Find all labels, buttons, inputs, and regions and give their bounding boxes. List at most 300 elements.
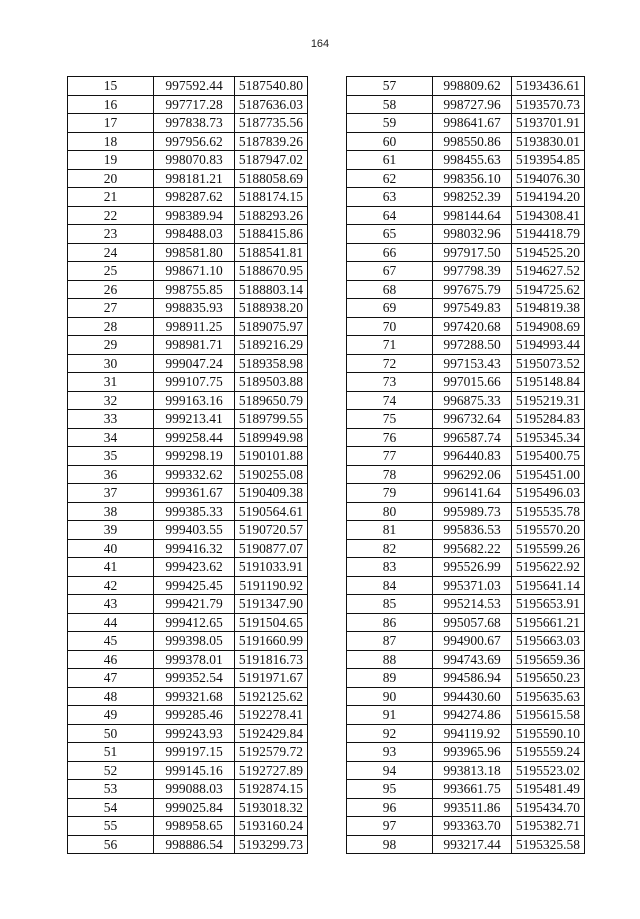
x-coordinate-cell: 999047.24: [154, 354, 235, 373]
table-row: [68, 77, 308, 96]
y-coordinate-cell: 5192727.89: [235, 761, 308, 780]
point-number-cell: 46: [68, 650, 154, 669]
table-row: [68, 817, 308, 836]
y-coordinate-cell: 5191971.67: [235, 669, 308, 688]
point-number-cell: 89: [347, 669, 433, 688]
x-coordinate-cell: 999213.41: [154, 410, 235, 429]
y-coordinate-cell: 5190255.08: [235, 465, 308, 484]
point-number-cell: 86: [347, 613, 433, 632]
y-coordinate-cell: 5189650.79: [235, 391, 308, 410]
x-coordinate-cell: 999421.79: [154, 595, 235, 614]
x-coordinate-cell: 999398.05: [154, 632, 235, 651]
point-number-cell: 25: [68, 262, 154, 281]
table-row: [68, 206, 308, 225]
point-number-cell: 66: [347, 243, 433, 262]
point-number-cell: 58: [347, 95, 433, 114]
x-coordinate-cell: 995214.53: [433, 595, 512, 614]
y-coordinate-cell: 5191816.73: [235, 650, 308, 669]
point-number-cell: 81: [347, 521, 433, 540]
table-row: [347, 132, 585, 151]
x-coordinate-cell: 997288.50: [433, 336, 512, 355]
table-row: [68, 743, 308, 762]
x-coordinate-cell: 997838.73: [154, 114, 235, 133]
x-coordinate-cell: 993217.44: [433, 835, 512, 854]
table-row: [347, 650, 585, 669]
point-number-cell: 67: [347, 262, 433, 281]
table-row: [68, 354, 308, 373]
table-row: [347, 447, 585, 466]
y-coordinate-cell: 5195523.02: [512, 761, 585, 780]
x-coordinate-cell: 996732.64: [433, 410, 512, 429]
point-number-cell: 95: [347, 780, 433, 799]
table-row: [347, 243, 585, 262]
y-coordinate-cell: 5191190.92: [235, 576, 308, 595]
x-coordinate-cell: 997917.50: [433, 243, 512, 262]
table-row: [347, 761, 585, 780]
y-coordinate-cell: 5195434.70: [512, 798, 585, 817]
y-coordinate-cell: 5188938.20: [235, 299, 308, 318]
point-number-cell: 41: [68, 558, 154, 577]
y-coordinate-cell: 5195451.00: [512, 465, 585, 484]
table-row: [68, 835, 308, 854]
x-coordinate-cell: 998144.64: [433, 206, 512, 225]
table-row: [68, 502, 308, 521]
table-row: [347, 595, 585, 614]
y-coordinate-cell: 5189799.55: [235, 410, 308, 429]
coordinates-table-left: [67, 76, 308, 854]
x-coordinate-cell: 999361.67: [154, 484, 235, 503]
point-number-cell: 50: [68, 724, 154, 743]
point-number-cell: 24: [68, 243, 154, 262]
table-row: [347, 798, 585, 817]
x-coordinate-cell: 997798.39: [433, 262, 512, 281]
table-row: [347, 77, 585, 96]
table-row: [347, 206, 585, 225]
x-coordinate-cell: 998671.10: [154, 262, 235, 281]
x-coordinate-cell: 998886.54: [154, 835, 235, 854]
x-coordinate-cell: 999298.19: [154, 447, 235, 466]
x-coordinate-cell: 998809.62: [433, 77, 512, 96]
table-row: [347, 391, 585, 410]
point-number-cell: 42: [68, 576, 154, 595]
x-coordinate-cell: 998755.85: [154, 280, 235, 299]
x-coordinate-cell: 993965.96: [433, 743, 512, 762]
y-coordinate-cell: 5194525.20: [512, 243, 585, 262]
table-row: [68, 280, 308, 299]
table-row: [68, 465, 308, 484]
table-row: [68, 687, 308, 706]
point-number-cell: 60: [347, 132, 433, 151]
x-coordinate-cell: 994586.94: [433, 669, 512, 688]
x-coordinate-cell: 998641.67: [433, 114, 512, 133]
x-coordinate-cell: 998252.39: [433, 188, 512, 207]
x-coordinate-cell: 999378.01: [154, 650, 235, 669]
point-number-cell: 78: [347, 465, 433, 484]
page-number: 164: [310, 38, 330, 50]
point-number-cell: 65: [347, 225, 433, 244]
x-coordinate-cell: 998455.63: [433, 151, 512, 170]
y-coordinate-cell: 5195650.23: [512, 669, 585, 688]
x-coordinate-cell: 996141.64: [433, 484, 512, 503]
point-number-cell: 30: [68, 354, 154, 373]
y-coordinate-cell: 5189358.98: [235, 354, 308, 373]
y-coordinate-cell: 5192125.62: [235, 687, 308, 706]
y-coordinate-cell: 5188293.26: [235, 206, 308, 225]
point-number-cell: 82: [347, 539, 433, 558]
point-number-cell: 53: [68, 780, 154, 799]
x-coordinate-cell: 997153.43: [433, 354, 512, 373]
point-number-cell: 16: [68, 95, 154, 114]
x-coordinate-cell: 998958.65: [154, 817, 235, 836]
table-row: [347, 262, 585, 281]
y-coordinate-cell: 5195653.91: [512, 595, 585, 614]
y-coordinate-cell: 5193160.24: [235, 817, 308, 836]
point-number-cell: 87: [347, 632, 433, 651]
point-number-cell: 20: [68, 169, 154, 188]
point-number-cell: 21: [68, 188, 154, 207]
point-number-cell: 27: [68, 299, 154, 318]
table-row: [68, 317, 308, 336]
y-coordinate-cell: 5195635.63: [512, 687, 585, 706]
x-coordinate-cell: 999385.33: [154, 502, 235, 521]
y-coordinate-cell: 5193701.91: [512, 114, 585, 133]
x-coordinate-cell: 999285.46: [154, 706, 235, 725]
table-row: [68, 521, 308, 540]
x-coordinate-cell: 998835.93: [154, 299, 235, 318]
x-coordinate-cell: 999025.84: [154, 798, 235, 817]
table-row: [347, 780, 585, 799]
y-coordinate-cell: 5195590.10: [512, 724, 585, 743]
table-row: [68, 391, 308, 410]
y-coordinate-cell: 5194194.20: [512, 188, 585, 207]
x-coordinate-cell: 995057.68: [433, 613, 512, 632]
point-number-cell: 26: [68, 280, 154, 299]
point-number-cell: 93: [347, 743, 433, 762]
x-coordinate-cell: 999197.15: [154, 743, 235, 762]
y-coordinate-cell: 5194627.52: [512, 262, 585, 281]
point-number-cell: 69: [347, 299, 433, 318]
x-coordinate-cell: 998911.25: [154, 317, 235, 336]
table-row: [68, 243, 308, 262]
table-row: [347, 95, 585, 114]
x-coordinate-cell: 994119.92: [433, 724, 512, 743]
table-row: [347, 151, 585, 170]
y-coordinate-cell: 5193018.32: [235, 798, 308, 817]
point-number-cell: 79: [347, 484, 433, 503]
x-coordinate-cell: 993813.18: [433, 761, 512, 780]
table-row: [347, 817, 585, 836]
y-coordinate-cell: 5195400.75: [512, 447, 585, 466]
x-coordinate-cell: 998727.96: [433, 95, 512, 114]
point-number-cell: 51: [68, 743, 154, 762]
table-row: [347, 373, 585, 392]
table-row: [347, 724, 585, 743]
x-coordinate-cell: 999258.44: [154, 428, 235, 447]
table-row: [68, 576, 308, 595]
x-coordinate-cell: 995989.73: [433, 502, 512, 521]
point-number-cell: 54: [68, 798, 154, 817]
table-row: [68, 169, 308, 188]
table-row: [68, 761, 308, 780]
x-coordinate-cell: 998488.03: [154, 225, 235, 244]
table-row: [68, 262, 308, 281]
table-row: [347, 188, 585, 207]
table-row: [68, 539, 308, 558]
x-coordinate-cell: 999425.45: [154, 576, 235, 595]
y-coordinate-cell: 5195325.58: [512, 835, 585, 854]
x-coordinate-cell: 998581.80: [154, 243, 235, 262]
table-row: [347, 336, 585, 355]
x-coordinate-cell: 996875.33: [433, 391, 512, 410]
y-coordinate-cell: 5191033.91: [235, 558, 308, 577]
y-coordinate-cell: 5194308.41: [512, 206, 585, 225]
table-row: [347, 613, 585, 632]
y-coordinate-cell: 5190101.88: [235, 447, 308, 466]
x-coordinate-cell: 999416.32: [154, 539, 235, 558]
table-row: [68, 595, 308, 614]
point-number-cell: 45: [68, 632, 154, 651]
table-row: [347, 521, 585, 540]
point-number-cell: 68: [347, 280, 433, 299]
x-coordinate-cell: 999332.62: [154, 465, 235, 484]
point-number-cell: 85: [347, 595, 433, 614]
y-coordinate-cell: 5195219.31: [512, 391, 585, 410]
point-number-cell: 96: [347, 798, 433, 817]
table-row: [347, 428, 585, 447]
x-coordinate-cell: 995526.99: [433, 558, 512, 577]
y-coordinate-cell: 5189216.29: [235, 336, 308, 355]
table-row: [347, 169, 585, 188]
point-number-cell: 33: [68, 410, 154, 429]
y-coordinate-cell: 5195345.34: [512, 428, 585, 447]
y-coordinate-cell: 5195148.84: [512, 373, 585, 392]
point-number-cell: 73: [347, 373, 433, 392]
x-coordinate-cell: 993363.70: [433, 817, 512, 836]
point-number-cell: 80: [347, 502, 433, 521]
x-coordinate-cell: 999107.75: [154, 373, 235, 392]
y-coordinate-cell: 5188541.81: [235, 243, 308, 262]
y-coordinate-cell: 5195663.03: [512, 632, 585, 651]
x-coordinate-cell: 994900.67: [433, 632, 512, 651]
point-number-cell: 92: [347, 724, 433, 743]
table-row: [68, 114, 308, 133]
x-coordinate-cell: 999088.03: [154, 780, 235, 799]
y-coordinate-cell: 5188058.69: [235, 169, 308, 188]
y-coordinate-cell: 5193299.73: [235, 835, 308, 854]
table-row: [68, 299, 308, 318]
table-row: [347, 539, 585, 558]
x-coordinate-cell: 994274.86: [433, 706, 512, 725]
x-coordinate-cell: 995682.22: [433, 539, 512, 558]
y-coordinate-cell: 5188670.95: [235, 262, 308, 281]
point-number-cell: 34: [68, 428, 154, 447]
y-coordinate-cell: 5191660.99: [235, 632, 308, 651]
point-number-cell: 32: [68, 391, 154, 410]
y-coordinate-cell: 5195622.92: [512, 558, 585, 577]
point-number-cell: 94: [347, 761, 433, 780]
y-coordinate-cell: 5194993.44: [512, 336, 585, 355]
x-coordinate-cell: 999321.68: [154, 687, 235, 706]
table-row: [68, 428, 308, 447]
point-number-cell: 36: [68, 465, 154, 484]
y-coordinate-cell: 5187839.26: [235, 132, 308, 151]
table-row: [68, 151, 308, 170]
y-coordinate-cell: 5194418.79: [512, 225, 585, 244]
table-row: [347, 706, 585, 725]
x-coordinate-cell: 998070.83: [154, 151, 235, 170]
table-row: [347, 558, 585, 577]
y-coordinate-cell: 5192874.15: [235, 780, 308, 799]
y-coordinate-cell: 5187947.02: [235, 151, 308, 170]
y-coordinate-cell: 5195659.36: [512, 650, 585, 669]
y-coordinate-cell: 5191504.65: [235, 613, 308, 632]
table-row: [347, 225, 585, 244]
point-number-cell: 72: [347, 354, 433, 373]
x-coordinate-cell: 998181.21: [154, 169, 235, 188]
x-coordinate-cell: 999145.16: [154, 761, 235, 780]
x-coordinate-cell: 993511.86: [433, 798, 512, 817]
point-number-cell: 91: [347, 706, 433, 725]
x-coordinate-cell: 999163.16: [154, 391, 235, 410]
point-number-cell: 74: [347, 391, 433, 410]
x-coordinate-cell: 998032.96: [433, 225, 512, 244]
point-number-cell: 62: [347, 169, 433, 188]
table-row: [68, 724, 308, 743]
x-coordinate-cell: 997675.79: [433, 280, 512, 299]
x-coordinate-cell: 998389.94: [154, 206, 235, 225]
y-coordinate-cell: 5190877.07: [235, 539, 308, 558]
point-number-cell: 35: [68, 447, 154, 466]
y-coordinate-cell: 5188803.14: [235, 280, 308, 299]
y-coordinate-cell: 5194908.69: [512, 317, 585, 336]
point-number-cell: 75: [347, 410, 433, 429]
y-coordinate-cell: 5187735.56: [235, 114, 308, 133]
y-coordinate-cell: 5194076.30: [512, 169, 585, 188]
point-number-cell: 88: [347, 650, 433, 669]
point-number-cell: 31: [68, 373, 154, 392]
y-coordinate-cell: 5195284.83: [512, 410, 585, 429]
y-coordinate-cell: 5195641.14: [512, 576, 585, 595]
point-number-cell: 56: [68, 835, 154, 854]
x-coordinate-cell: 998550.86: [433, 132, 512, 151]
table-row: [68, 632, 308, 651]
point-number-cell: 63: [347, 188, 433, 207]
point-number-cell: 90: [347, 687, 433, 706]
table-row: [68, 798, 308, 817]
table-row: [347, 669, 585, 688]
x-coordinate-cell: 997420.68: [433, 317, 512, 336]
point-number-cell: 43: [68, 595, 154, 614]
y-coordinate-cell: 5190564.61: [235, 502, 308, 521]
point-number-cell: 40: [68, 539, 154, 558]
y-coordinate-cell: 5195599.26: [512, 539, 585, 558]
y-coordinate-cell: 5195382.71: [512, 817, 585, 836]
point-number-cell: 64: [347, 206, 433, 225]
point-number-cell: 47: [68, 669, 154, 688]
point-number-cell: 23: [68, 225, 154, 244]
table-row: [347, 280, 585, 299]
point-number-cell: 28: [68, 317, 154, 336]
point-number-cell: 39: [68, 521, 154, 540]
point-number-cell: 71: [347, 336, 433, 355]
point-number-cell: 15: [68, 77, 154, 96]
table-row: [68, 613, 308, 632]
table-row: [347, 632, 585, 651]
coordinates-table-right: [346, 76, 585, 854]
point-number-cell: 70: [347, 317, 433, 336]
y-coordinate-cell: 5195570.20: [512, 521, 585, 540]
y-coordinate-cell: 5193570.73: [512, 95, 585, 114]
table-row: [347, 502, 585, 521]
table-row: [347, 484, 585, 503]
table-row: [347, 410, 585, 429]
y-coordinate-cell: 5195559.24: [512, 743, 585, 762]
point-number-cell: 84: [347, 576, 433, 595]
x-coordinate-cell: 998287.62: [154, 188, 235, 207]
y-coordinate-cell: 5192278.41: [235, 706, 308, 725]
point-number-cell: 76: [347, 428, 433, 447]
x-coordinate-cell: 998356.10: [433, 169, 512, 188]
y-coordinate-cell: 5195073.52: [512, 354, 585, 373]
point-number-cell: 44: [68, 613, 154, 632]
point-number-cell: 77: [347, 447, 433, 466]
point-number-cell: 61: [347, 151, 433, 170]
y-coordinate-cell: 5195496.03: [512, 484, 585, 503]
y-coordinate-cell: 5194725.62: [512, 280, 585, 299]
point-number-cell: 83: [347, 558, 433, 577]
point-number-cell: 38: [68, 502, 154, 521]
x-coordinate-cell: 994743.69: [433, 650, 512, 669]
x-coordinate-cell: 993661.75: [433, 780, 512, 799]
table-row: [68, 650, 308, 669]
y-coordinate-cell: 5189949.98: [235, 428, 308, 447]
x-coordinate-cell: 995836.53: [433, 521, 512, 540]
table-row: [68, 95, 308, 114]
y-coordinate-cell: 5187540.80: [235, 77, 308, 96]
table-row: [68, 558, 308, 577]
y-coordinate-cell: 5189503.88: [235, 373, 308, 392]
table-row: [68, 669, 308, 688]
point-number-cell: 22: [68, 206, 154, 225]
y-coordinate-cell: 5190409.38: [235, 484, 308, 503]
table-row: [347, 299, 585, 318]
point-number-cell: 98: [347, 835, 433, 854]
x-coordinate-cell: 995371.03: [433, 576, 512, 595]
table-row: [347, 114, 585, 133]
table-row: [347, 835, 585, 854]
point-number-cell: 55: [68, 817, 154, 836]
table-row: [347, 465, 585, 484]
x-coordinate-cell: 999352.54: [154, 669, 235, 688]
x-coordinate-cell: 996440.83: [433, 447, 512, 466]
point-number-cell: 52: [68, 761, 154, 780]
y-coordinate-cell: 5193436.61: [512, 77, 585, 96]
x-coordinate-cell: 999243.93: [154, 724, 235, 743]
point-number-cell: 37: [68, 484, 154, 503]
table-row: [347, 354, 585, 373]
table-row: [347, 576, 585, 595]
x-coordinate-cell: 996587.74: [433, 428, 512, 447]
point-number-cell: 29: [68, 336, 154, 355]
table-row: [68, 780, 308, 799]
y-coordinate-cell: 5187636.03: [235, 95, 308, 114]
point-number-cell: 19: [68, 151, 154, 170]
y-coordinate-cell: 5192429.84: [235, 724, 308, 743]
x-coordinate-cell: 997717.28: [154, 95, 235, 114]
y-coordinate-cell: 5190720.57: [235, 521, 308, 540]
y-coordinate-cell: 5195481.49: [512, 780, 585, 799]
x-coordinate-cell: 999423.62: [154, 558, 235, 577]
